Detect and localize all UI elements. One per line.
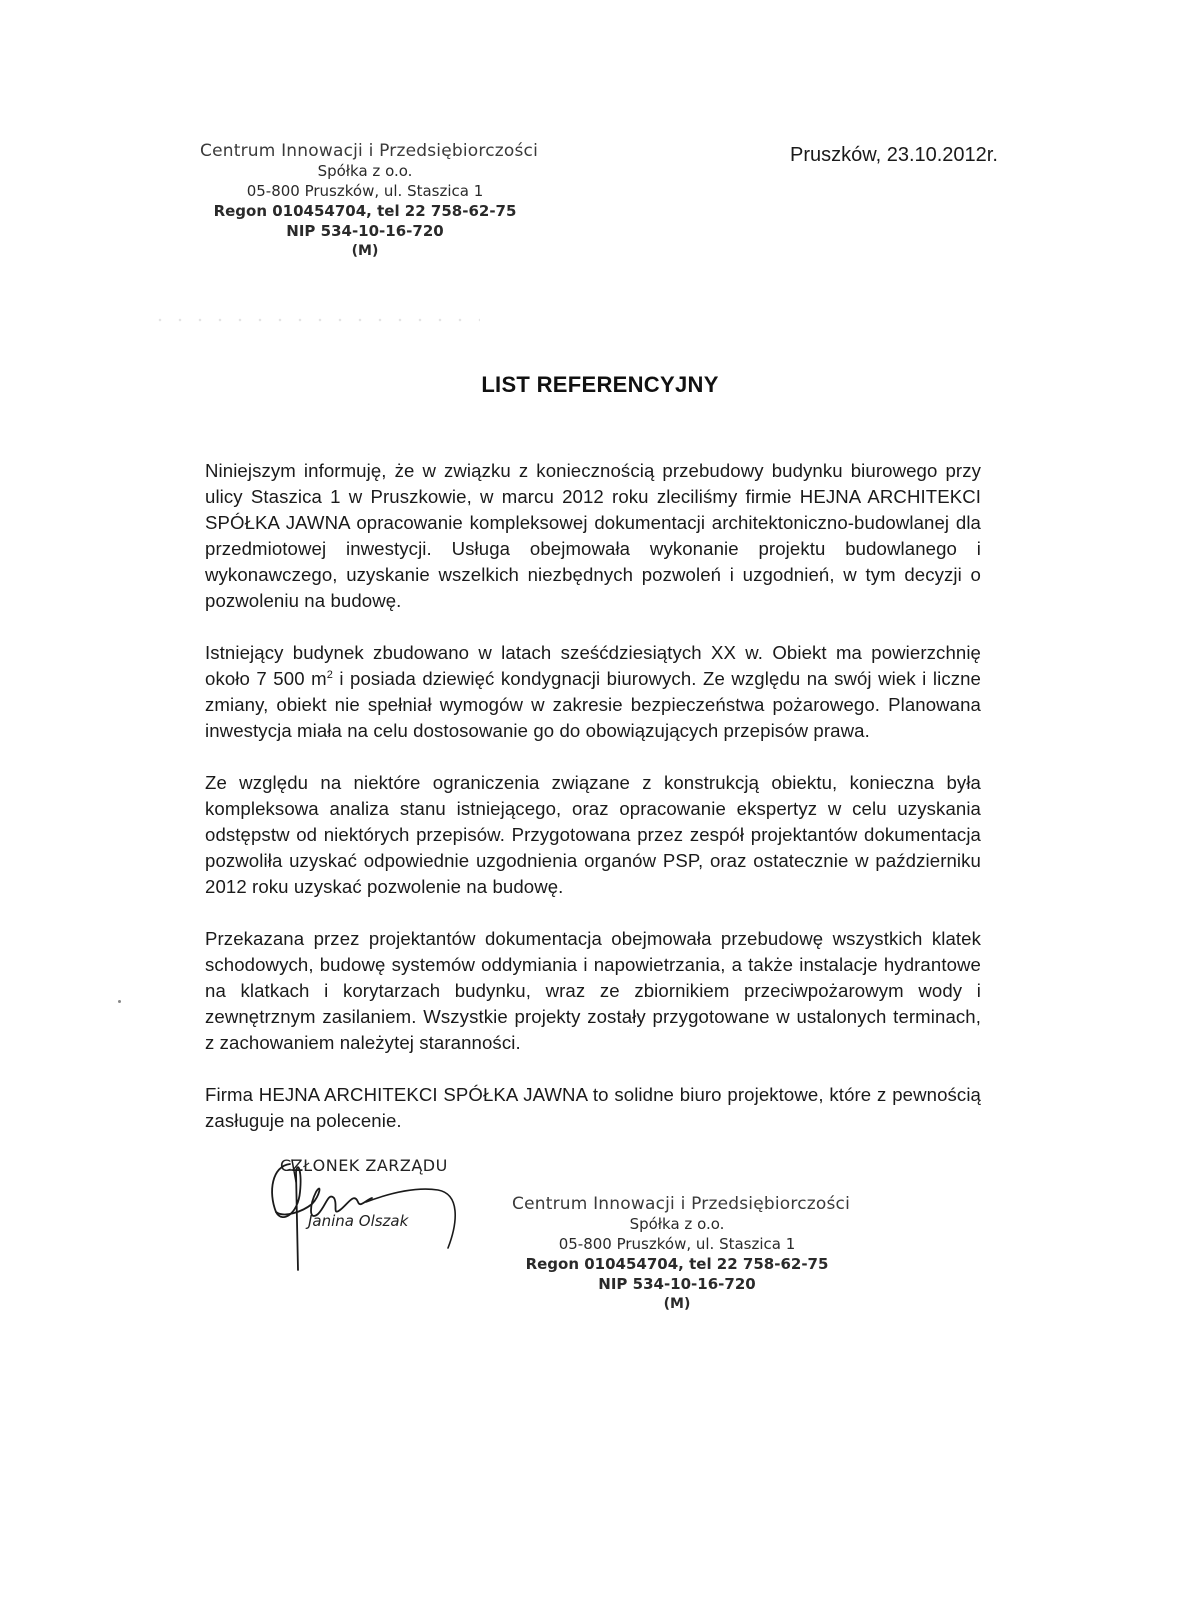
stamp-regon-tel: Regon 010454704, tel 22 758-62-75 xyxy=(525,1255,829,1273)
scan-artifact xyxy=(150,318,480,322)
letter-date: Pruszków, 23.10.2012r. xyxy=(790,144,998,166)
letterhead-nip: NIP 534-10-16-720 xyxy=(286,222,444,240)
signature-role: CZŁONEK ZARZĄDU xyxy=(280,1156,448,1175)
letter-title: LIST REFERENCYJNY xyxy=(481,372,719,397)
scan-speck xyxy=(118,1000,121,1003)
stamp-legal-form: Spółka z o.o. xyxy=(629,1215,725,1233)
signature-name: Janina Olszak xyxy=(308,1212,409,1230)
letterhead-regon-tel: Regon 010454704, tel 22 758-62-75 xyxy=(213,202,517,220)
handwritten-signature-icon xyxy=(262,1152,472,1272)
paragraph-2-part-1: Istniejący budynek zbudowano w latach sześćdziesiątych XX w. Obiekt ma powierzchnię około 7 500 m xyxy=(205,642,981,689)
stamp-address: 05-800 Pruszków, ul. Staszica 1 xyxy=(558,1235,796,1253)
stamp-mark: (M) xyxy=(663,1296,691,1312)
signature-block xyxy=(262,1152,472,1272)
letter-body xyxy=(205,458,981,1134)
letterhead-mark: (M) xyxy=(351,243,379,259)
paragraph-4: Przekazana przez projektantów dokumentacja obejmowała przebudowę wszystkich klatek schodowych, budowę systemów oddymiania i napowietrzania, a także instalacje hydrantowe na klatkach i korytarzach budynku, wraz ze zbiornikiem przeciwpożarowym wody i zewnętrznym zasilaniem. Wszystkie projekty zostały przygotowane w ustalonych terminach, z zachowaniem należytej staranności. xyxy=(205,928,981,1053)
paragraph-1: Niniejszym informuję, że w związku z koniecznością przebudowy budynku biurowego przy ulicy Staszica 1 w Pruszkowie, w marcu 2012 roku zleciliśmy firmie HEJNA ARCHITEKCI SPÓŁKA JAWNA opracowanie kompleksowej dokumentacji architektoniczno-budowlanej dla przedmiotowej inwestycji. Usługa obejmowała wykonanie projektu budowlanego i wykonawczego, uzyskanie wszelkich niezbędnych pozwoleń i uzgodnień, w tym decyzji o pozwoleniu na budowę. xyxy=(205,460,981,611)
stamp-nip: NIP 534-10-16-720 xyxy=(598,1275,756,1293)
letterhead-stamp xyxy=(200,141,538,261)
paragraph-3: Ze względu na niektóre ograniczenia związane z konstrukcją obiektu, konieczna była kompleksowa analiza stanu istniejącego, oraz opracowanie ekspertyz w celu uzyskania odstępstw od niektórych przepisów. Przygotowana przez zespół projektantów dokumentacja pozwoliła uzyskać odpowiednie uzgodnienia organów PSP, oraz ostatecznie w październiku 2012 roku uzyskać pozwolenie na budowę. xyxy=(205,772,981,897)
paragraph-2 xyxy=(205,640,981,744)
paragraph-5: Firma HEJNA ARCHITEKCI SPÓŁKA JAWNA to solidne biuro projektowe, które z pewnością zasługuje na polecenie. xyxy=(205,1084,981,1131)
letterhead-company: Centrum Innowacji i Przedsiębiorczości xyxy=(200,141,538,161)
letterhead-legal-form: Spółka z o.o. xyxy=(317,162,413,180)
company-stamp-bottom xyxy=(512,1194,850,1314)
superscript-2: 2 xyxy=(326,668,333,681)
stamp-company: Centrum Innowacji i Przedsiębiorczości xyxy=(512,1194,850,1214)
letterhead-address: 05-800 Pruszków, ul. Staszica 1 xyxy=(246,182,484,200)
paragraph-2-part-2: i posiada dziewięć kondygnacji biurowych. Ze względu na swój wiek i liczne zmiany, obiekt nie spełniał wymogów w zakresie bezpieczeństwa pożarowego. Planowana inwestycja miała na celu dostosowanie go do obowiązujących przepisów prawa. xyxy=(205,668,982,741)
